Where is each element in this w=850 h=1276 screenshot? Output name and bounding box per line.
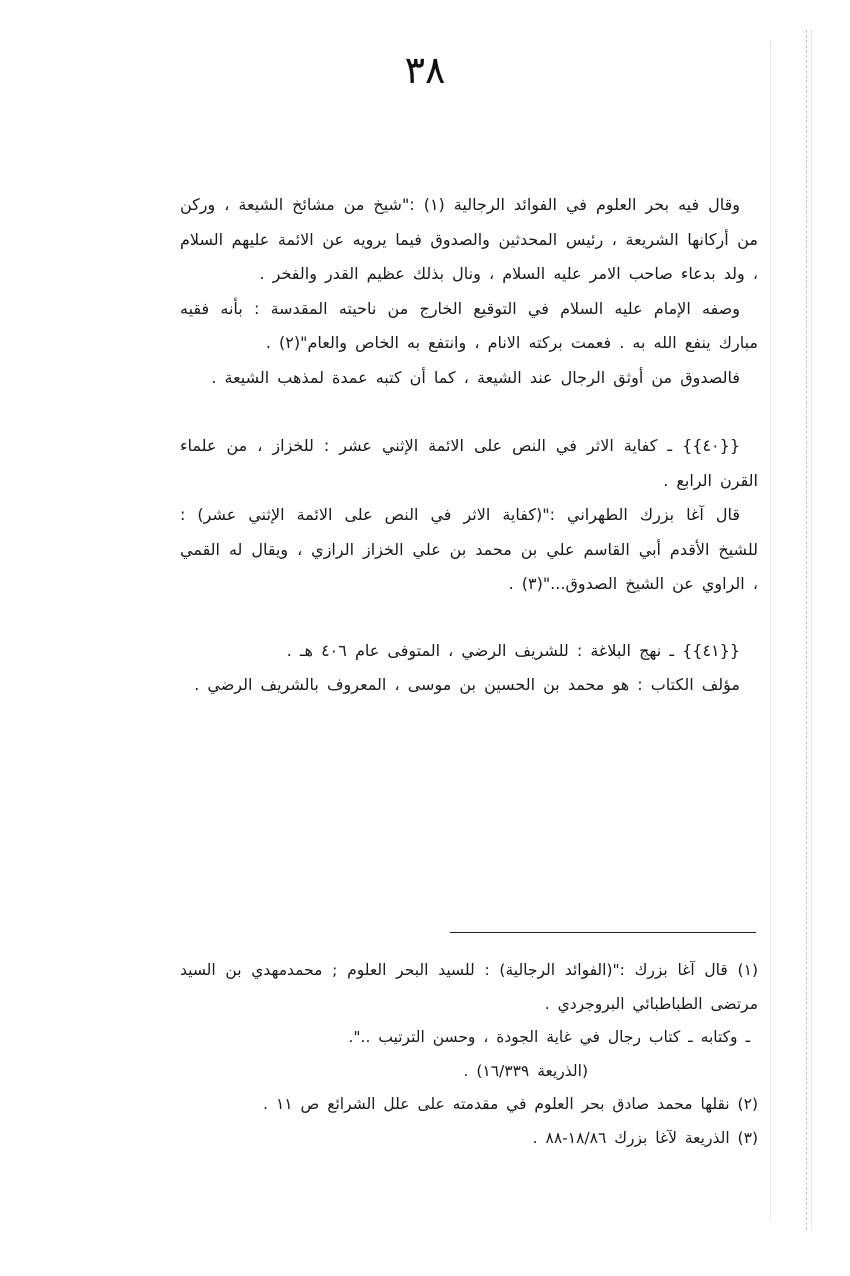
paragraph-saduq-conclusion: فالصدوق من أوثق الرجال عند الشيعة ، كما أن كتبه عمدة لمذهب الشيعة . bbox=[211, 367, 740, 387]
footnotes bbox=[180, 954, 758, 1155]
entry-40-heading: {{٤٠}} ـ كفاية الاثر في النص على الائمة الإثني عشر : للخزاز ، من علماء القرن الرابع . bbox=[180, 436, 758, 490]
footnote-1-continuation: ـ وكتابه ـ كتاب رجال في غاية الجودة ، وحسن الترتيب ..". bbox=[348, 1028, 750, 1046]
footnote-1-reference: (الذريعة ١٦/٣٣٩) . bbox=[463, 1061, 588, 1080]
paragraph-imam-description: وصفه الإمام عليه السلام في التوقيع الخارج من ناحيته المقدسة : بأنه فقيه مبارك ينفع الله به . فعمت بركته الانام ، وانتفع به الخاص والعام"(٢) . bbox=[180, 298, 758, 352]
footnote-2: (٢) نقلها محمد صادق بحر العلوم في مقدمته على علل الشرائع ص ١١ . bbox=[263, 1095, 758, 1113]
section-gap bbox=[180, 602, 758, 634]
main-text bbox=[180, 188, 758, 703]
scan-edge-artifact bbox=[806, 30, 812, 1230]
section-gap bbox=[180, 395, 758, 429]
paragraph-agha-bozorg-kifaya: قال آغا بزرك الطهراني :"(كفاية الاثر في النص على الائمة الإثني عشر) : للشيخ الأقدم أبي القاسم علي بن محمد بن علي الخزاز الرازي ، ويقال له القمي ، الراوي عن الشيخ الصدوق..."(٣) . bbox=[180, 505, 758, 593]
scan-edge-artifact-secondary bbox=[770, 40, 772, 1220]
paragraph-bahr-al-ulum-quote: وقال فيه بحر العلوم في الفوائد الرجالية (١) :"شيخ من مشائخ الشيعة ، وركن من أركانها الشريعة ، رئيس المحدثين والصدوق فيما يرويه عن الائمة عليهم السلام ، ولد بدعاء صاحب الامر عليه السلام ، ونال بذلك عظيم القدر والفخر . bbox=[180, 195, 758, 283]
paragraph-author-nahj: مؤلف الكتاب : هو محمد بن الحسين بن موسى ، المعروف بالشريف الرضي . bbox=[194, 675, 740, 694]
entry-41-heading: {{٤١}} ـ نهج البلاغة : للشريف الرضي ، المتوفى عام ٤٠٦ هـ . bbox=[286, 640, 740, 660]
page-number: ٣٨ bbox=[404, 48, 446, 92]
footnote-divider bbox=[450, 932, 756, 933]
footnote-3: (٣) الذريعة لآغا بزرك ١٨/٨٦-٨٨ . bbox=[532, 1128, 758, 1147]
footnote-1: (١) قال آغا بزرك :"(الفوائد الرجالية) : للسيد البحر العلوم ; محمدمهدي بن السيد مرتضى الطباطبائي البروجردي . bbox=[180, 961, 758, 1013]
